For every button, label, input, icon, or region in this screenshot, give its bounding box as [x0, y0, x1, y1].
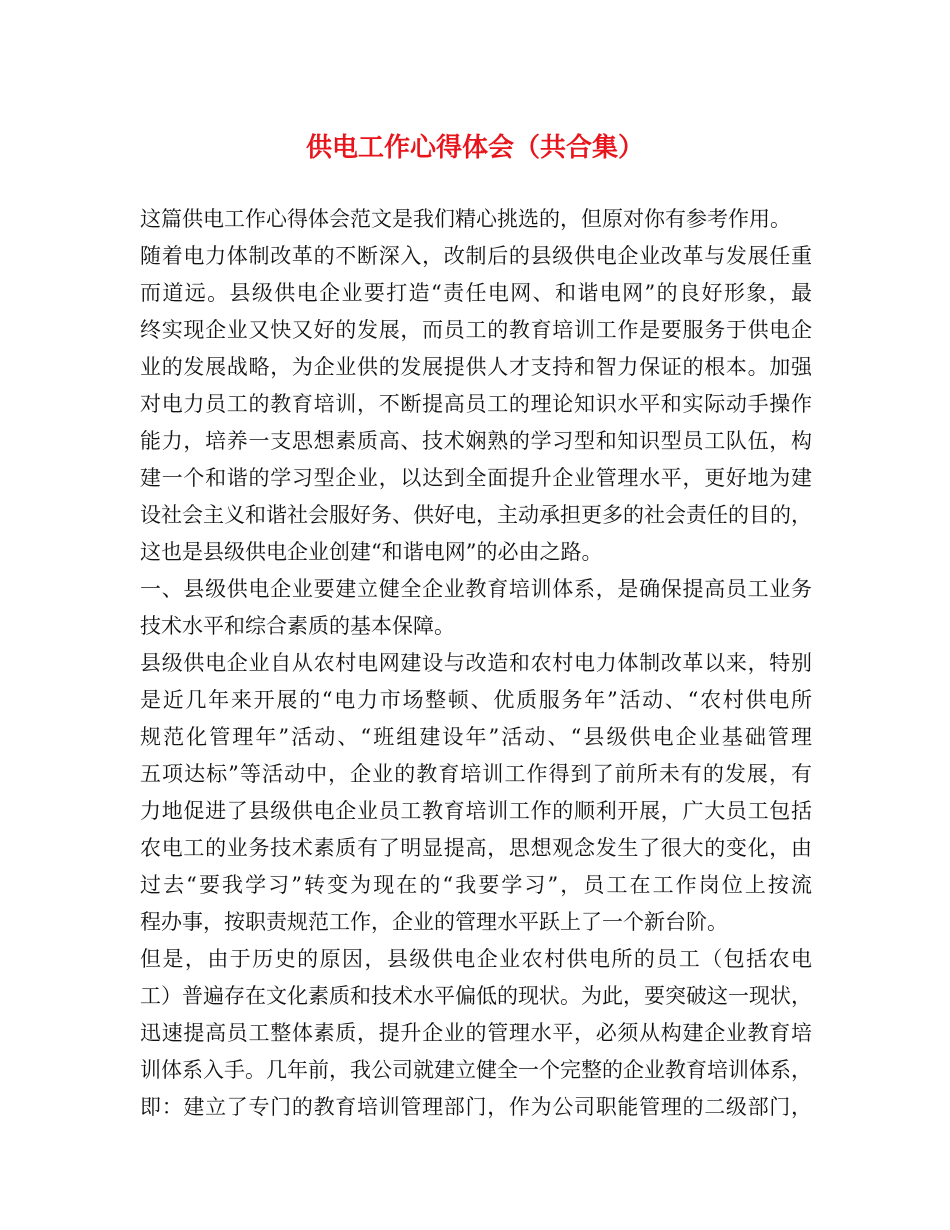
body-line: 迅速提高员工整体素质，提升企业的管理水平，必须从构建企业教育培 [140, 1021, 812, 1045]
body-line: 程办事，按职责规范工作，企业的管理水平跃上了一个新台阶。 [140, 910, 728, 934]
body-line: 即：建立了专门的教育培训管理部门，作为公司职能管理的二级部门， [140, 1095, 812, 1119]
body-line: 设社会主义和谐社会服好务、供好电，主动承担更多的社会责任的目的， [140, 503, 812, 527]
body-line: 这也是县级供电企业创建“和谐电网”的必由之路。 [140, 540, 603, 564]
body-line: 工）普遍存在文化素质和技术水平偏低的现状。为此，要突破这一现状， [140, 984, 812, 1008]
body-line: 业的发展战略，为企业供的发展提供人才支持和智力保证的根本。加强 [140, 355, 812, 379]
body-line: 但是，由于历史的原因，县级供电企业农村供电所的员工（包括农电 [140, 947, 812, 971]
document-body [140, 201, 812, 1126]
body-line: 县级供电企业自从农村电网建设与改造和农村电力体制改革以来，特别 [140, 651, 812, 675]
body-line: 一、县级供电企业要建立健全企业教育培训体系，是确保提高员工业务 [140, 577, 812, 601]
body-line: 规范化管理年”活动、“班组建设年”活动、“县级供电企业基础管理 [140, 725, 812, 749]
body-line: 这篇供电工作心得体会范文是我们精心挑选的，但原对你有参考作用。 [140, 207, 791, 231]
body-line: 技术水平和综合素质的基本保障。 [140, 614, 455, 638]
body-line: 对电力员工的教育培训，不断提高员工的理论知识水平和实际动手操作 [140, 392, 812, 416]
body-line: 过去“要我学习”转变为现在的“我要学习”，员工在工作岗位上按流 [140, 873, 812, 897]
body-line: 五项达标”等活动中，企业的教育培训工作得到了前所未有的发展，有 [140, 762, 812, 786]
body-line: 力地促进了县级供电企业员工教育培训工作的顺利开展，广大员工包括 [140, 799, 812, 823]
body-line: 随着电力体制改革的不断深入，改制后的县级供电企业改革与发展任重 [140, 244, 812, 268]
body-line: 终实现企业又快又好的发展，而员工的教育培训工作是要服务于供电企 [140, 318, 812, 342]
body-line: 能力，培养一支思想素质高、技术娴熟的学习型和知识型员工队伍，构 [140, 429, 812, 453]
body-line: 而道远。县级供电企业要打造“责任电网、和谐电网”的良好形象，最 [140, 281, 812, 305]
document-title: 供电工作心得体会（共合集） [305, 133, 644, 163]
body-line: 农电工的业务技术素质有了明显提高，思想观念发生了很大的变化，由 [140, 836, 812, 860]
body-line: 是近几年来开展的“电力市场整顿、优质服务年”活动、“农村供电所 [140, 688, 812, 712]
body-line: 训体系入手。几年前，我公司就建立健全一个完整的企业教育培训体系， [140, 1058, 812, 1082]
body-line: 建一个和谐的学习型企业，以达到全面提升企业管理水平，更好地为建 [140, 466, 812, 490]
